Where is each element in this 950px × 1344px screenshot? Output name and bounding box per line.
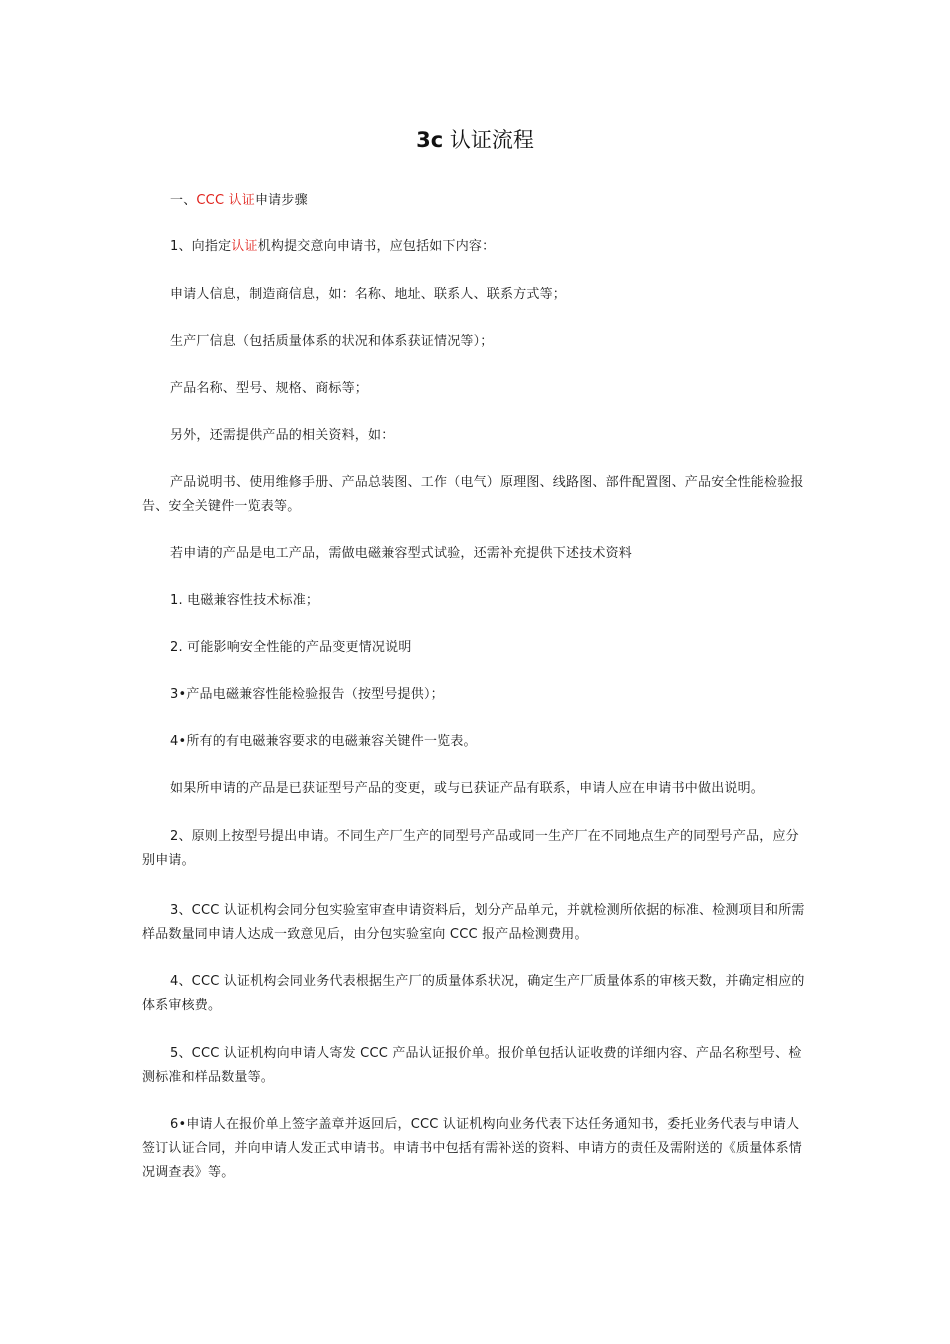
step-5: 5、CCC 认证机构向申请人寄发 CCC 产品认证报价单。报价单包括认证收费的详细内容、产品名称型号、检测标准和样品数量等。	[142, 1046, 802, 1085]
step-1-heading	[142, 235, 810, 259]
step-6: 6•申请人在报价单上签字盖章并返回后，CCC 认证机构向业务代表下达任务通知书，委托业务代表与申请人签订认证合同，并向申请人发正式申请书。申请书中包括有需补送的资料、申请方的责任及需附送的《质量体系情况调查表》等。	[142, 1117, 803, 1180]
section-heading-prefix: 一、	[170, 193, 197, 208]
paragraph-extra: 另外，还需提供产品的相关资料，如：	[170, 428, 395, 443]
emc-item-1: 1. 电磁兼容性技术标准；	[170, 593, 320, 608]
step-3: 3、CCC 认证机构会同分包实验室审查申请资料后，划分产品单元，并就检测所依据的标准、检测项目和所需样品数量同申请人达成一致意见后，由分包实验室向 CCC 报产品检测费用。	[142, 903, 805, 942]
title-text: 认证流程	[443, 128, 534, 152]
paragraph-emc: 若申请的产品是电工产品，需做电磁兼容型式试验，还需补充提供下述技术资料	[170, 546, 633, 561]
title-code: 3c	[416, 128, 444, 152]
section-heading-suffix: 申请步骤	[254, 193, 308, 208]
step-2: 2、原则上按型号提出申请。不同生产厂生产的同型号产品或同一生产厂在不同地点生产的同型号产品，应分别申请。	[142, 829, 799, 868]
paragraph-applicant: 申请人信息，制造商信息，如：名称、地址、联系人、联系方式等；	[170, 287, 567, 302]
paragraph-factory: 生产厂信息（包括质量体系的状况和体系获证情况等）；	[170, 334, 494, 349]
emc-item-3: 3•产品电磁兼容性能检验报告（按型号提供）；	[170, 687, 444, 702]
step-1-prefix: 1、向指定	[170, 239, 232, 254]
emc-item-4: 4•所有的有电磁兼容要求的电磁兼容关键件一览表。	[170, 734, 477, 749]
section-heading	[142, 189, 810, 213]
page-title	[0, 125, 950, 155]
paragraph-docs: 产品说明书、使用维修手册、产品总装图、工作（电气）原理图、线路图、部件配置图、产品安全性能检验报告、安全关键件一览表等。	[142, 475, 804, 514]
paragraph-product: 产品名称、型号、规格、商标等；	[170, 381, 369, 396]
section-heading-highlight: CCC 认证	[196, 193, 255, 208]
step-1-suffix: 机构提交意向申请书，应包括如下内容：	[257, 239, 496, 254]
step-4: 4、CCC 认证机构会同业务代表根据生产厂的质量体系状况，确定生产厂质量体系的审核天数，并确定相应的体系审核费。	[142, 974, 805, 1013]
step-1-highlight: 认证	[231, 239, 258, 254]
emc-item-2: 2. 可能影响安全性能的产品变更情况说明	[170, 640, 412, 655]
paragraph-change: 如果所申请的产品是已获证型号产品的变更，或与已获证产品有联系，申请人应在申请书中做出说明。	[170, 781, 765, 796]
